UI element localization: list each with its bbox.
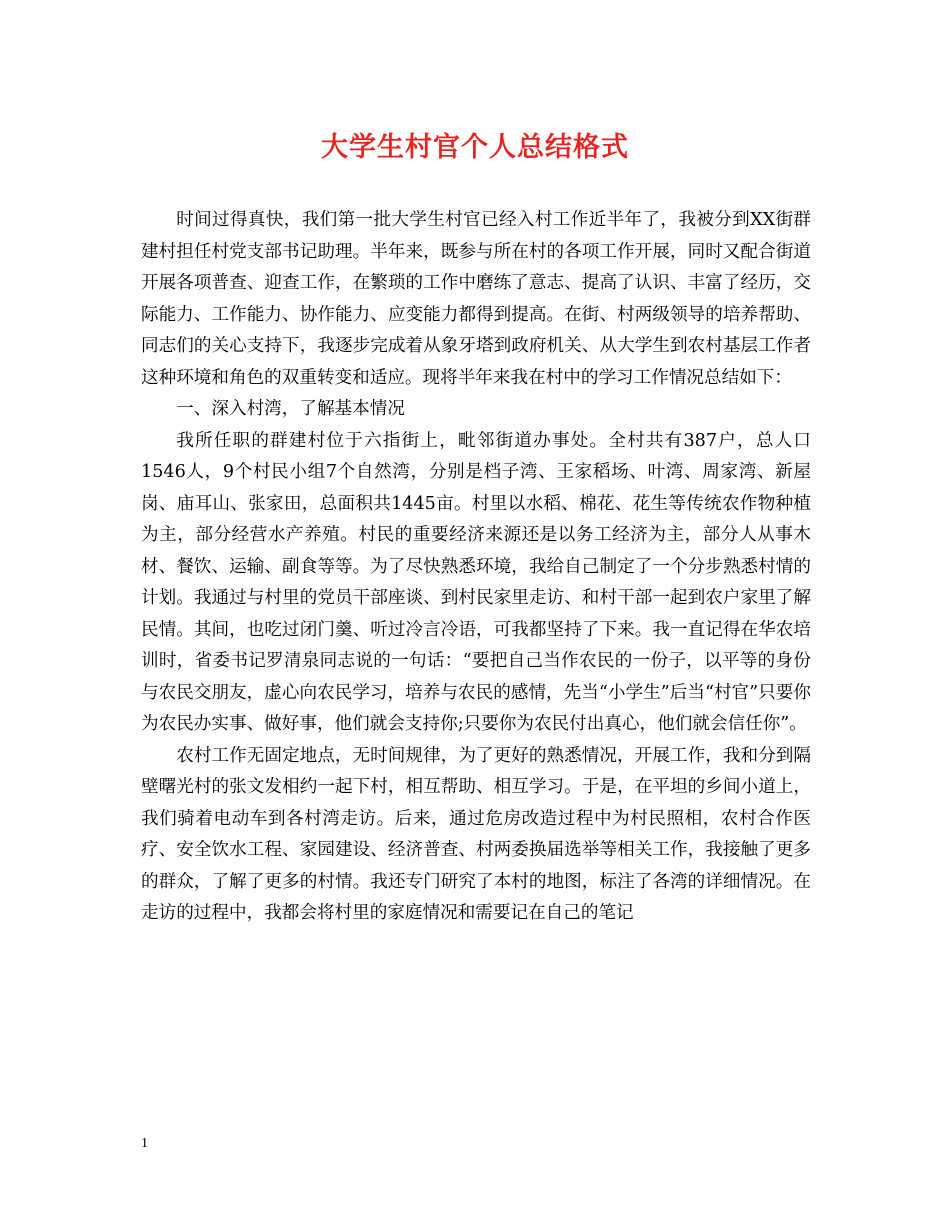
paragraph-village-info: 我所任职的群建村位于六指街上，毗邻街道办事处。全村共有387户，总人口1546人，9个村民小组7个自然湾，分别是档子湾、王家稻场、叶湾、周家湾、新屋岗、庙耳山、张家田，总面积共1445亩。村里以水稻、棉花、花生等传统农作物种植为主，部分经营水产养殖。村民的重要经济来源还是以务工经济为主，部分人从事木材、餐饮、运输、副食等等。为了尽快熟悉环境，我给自己制定了一个分步熟悉村情的计划。我通过与村里的党员干部座谈、到村民家里走访、和村干部一起到农户家里了解民情。其间，也吃过闭门羹、听过冷言冷语，可我都坚持了下来。我一直记得在华农培训时，省委书记罗清泉同志说的一句话：“要把自己当作农民的一份子，以平等的身份与农民交朋友，虚心向农民学习，培养与农民的感情，先当“小学生”后当“村官”只要你为农民办实事、做好事，他们就会支持你;只要你为农民付出真心，他们就会信任你”。 xyxy=(141,430,811,734)
document-body xyxy=(141,205,811,930)
paragraph-intro: 时间过得真快，我们第一批大学生村官已经入村工作近半年了，我被分到XX街群建村担任村党支部书记助理。半年来，既参与所在村的各项工作开展，同时又配合街道开展各项普查、迎查工作，在繁琐的工作中磨练了意志、提高了认识、丰富了经历，交际能力、工作能力、协作能力、应变能力都得到提高。在街、村两级领导的培养帮助、同志们的关心支持下，我逐步完成着从象牙塔到政府机关、从大学生到农村基层工作者这种环境和角色的双重转变和适应。现将半年来我在村中的学习工作情况总结如下： xyxy=(141,210,811,388)
document-title: 大学生村官个人总结格式 xyxy=(321,132,629,163)
section-heading: 一、深入村湾，了解基本情况 xyxy=(176,399,405,419)
paragraph-field-visits: 农村工作无固定地点，无时间规律，为了更好的熟悉情况，开展工作，我和分到隔壁曙光村的张文发相约一起下村，相互帮助、相互学习。于是，在平坦的乡间小道上，我们骑着电动车到各村湾走访。后来，通过危房改造过程中为村民照相，农村合作医疗、安全饮水工程、家园建设、经济普查、村两委换届选举等相关工作，我接触了更多的群众，了解了更多的村情。我还专门研究了本村的地图，标注了各湾的详细情况。在走访的过程中，我都会将村里的家庭情况和需要记在自己的笔记 xyxy=(141,745,811,923)
page-number: 1 xyxy=(141,1136,148,1151)
